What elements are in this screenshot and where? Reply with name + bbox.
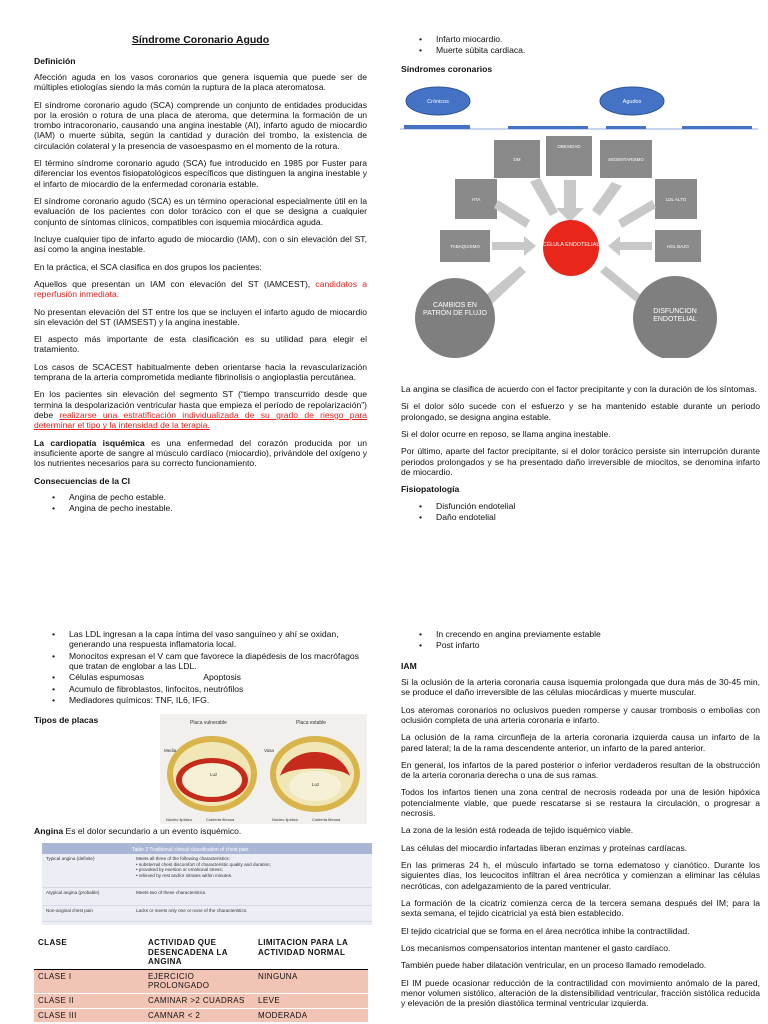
paragraph	[34, 389, 367, 430]
plaque-label: Luz	[210, 772, 218, 777]
paragraph: El IM puede ocasionar reducción de la contractilidad con movimiento anómalo de la pared, menor volumen sistólico, alteración de la distensibilidad ventricular, fracción sistólica reducida y elevación de la presión diastólica terminal ventricular izquierda.	[401, 977, 760, 1009]
text: En los pacientes sin elevación del segmento ST (“tiempo transcurrido desde que termina la despolarización ventricular hasta que empieza el período de repolarización”) debe	[34, 389, 367, 421]
angina-list	[401, 629, 760, 651]
table-cell: NINGUNA	[254, 969, 368, 993]
paragraph: Si el dolor sólo sucede con el esfuerzo y se ha mantenido estable durante un periodo prolongado, se designa angina estable.	[401, 401, 760, 422]
list-item: • Angina de pecho estable.	[34, 492, 367, 502]
text: Aquellos que presentan un IAM con elevación del ST (IAMCEST),	[34, 278, 316, 289]
table-cell: LEVE	[254, 993, 368, 1008]
table-cell: CAMNAR < 2	[144, 1008, 254, 1023]
box-label: LDL ALTO	[665, 197, 687, 202]
list-item: • Angina de pecho inestable.	[34, 503, 367, 513]
plaque-types-image	[160, 714, 367, 824]
heading-sindromes: Síndromes coronarios	[401, 63, 493, 74]
table-cell: Meets all three of the following characteristics: • substernal chest discomfort of characteristic quality and duration; • provoked by exertion or emotional stress; • relieved by rest and/or nitrates within minutes.	[136, 856, 271, 878]
table-row	[42, 888, 372, 906]
label-placa-estable: Placa estable	[296, 720, 327, 726]
list-item: • Monocitos expresan el V cam que favorece la diapédesis de los macrófagos que tratan de englobar a las LDL.	[34, 651, 367, 672]
paragraph: Los ateromas coronarios no oclusivos pueden romperse y causar trombosis o embolias con oclusión completa de una arteria coronaria e infarto.	[401, 704, 760, 725]
right-column-top	[401, 34, 760, 80]
table-row	[42, 906, 372, 922]
consecuencias-list	[34, 492, 367, 514]
list-item: • Post infarto	[401, 640, 760, 650]
list-item: • Mediadores químicos: TNF, IL6, IFG.	[34, 695, 367, 705]
table-cell: CAMINAR >2 CUADRAS	[144, 993, 254, 1008]
heading-definicion: Definición	[34, 55, 76, 66]
left-column-top	[34, 34, 367, 520]
disfuncion-label-wrap	[638, 308, 712, 338]
cambios-label-wrap	[422, 302, 488, 342]
chest-pain-table	[42, 843, 372, 925]
label-celula	[543, 241, 600, 248]
label-cronicos: Crónicos	[427, 99, 449, 105]
paragraph: Incluye cualquier tipo de infarto agudo de miocardio (IAM), con o sin elevación del ST, así como la angina inestable.	[34, 233, 367, 255]
paragraph: Todos los infartos tienen una zona central de necrosis rodeada por una de lesión hipóxica potencialmente viable, que puede rescatarse si se restaura la circulación, o progresar a necrosis.	[401, 787, 760, 819]
paragraph: En las primeras 24 h, el músculo infartado se torna edematoso y cianótico. Durante los siguientes días, los leucocitos infiltran el área necrótica y comienzan a eliminar las células necróticas, con adelgazamiento de la pared ventricular.	[401, 860, 760, 891]
plaque-illustration	[160, 714, 367, 824]
table-header: CLASE	[34, 936, 144, 969]
text: Es el dolor secundario a un evento isquémico.	[63, 826, 242, 836]
table-cell: Meets two of these characteristics.	[136, 890, 207, 895]
table-cell: CLASE III	[34, 1008, 144, 1023]
label-agudos: Agudos	[622, 99, 642, 105]
label-placa-vulnerable: Placa vulnerable	[190, 720, 227, 726]
highlight-text: realizarse una estratificación individualizada de su grado de riesgo para determinar el tipo y la intensidad de la terapia.	[34, 410, 367, 431]
page-title: Síndrome Coronario Agudo	[131, 34, 270, 46]
paragraph: Si el dolor ocurre en reposo, se llama angina inestable.	[401, 428, 611, 439]
outcomes-list	[401, 34, 760, 56]
table-cell: Atypical angina (probable)	[46, 890, 100, 895]
paragraph: El término síndrome coronario agudo (SCA) fue introducido en 1985 por Fuster para diferenciar los eventos fisiopatológicos específicos que distinguen la angina inestable y el infarto de miocardio de la enfermedad coronaria estable.	[34, 158, 367, 189]
heading-tipos-placas: Tipos de placas	[34, 715, 99, 726]
label-cambios: CAMBIOS EN PATRÓN DE FLUJO	[423, 302, 487, 318]
table-row	[42, 854, 372, 888]
endothelial-diagram	[400, 82, 758, 358]
list-item: • In crecendo en angina previamente estable	[401, 629, 760, 639]
table-cell: Non-anginal chest pain	[46, 908, 93, 913]
table-cell: Lacks or meets only one or none of the characteristics.	[136, 908, 248, 913]
center-label: CÉLULA ENDOTELIAL	[542, 242, 600, 248]
table-cell: MODERADA	[254, 1008, 368, 1023]
paragraph: La formación de la cicatriz comienza cerca de la tercera semana después del IM; para la sexta semana, el tejido cicatricial ya está bien establecido.	[401, 897, 760, 919]
table-header-row	[34, 936, 368, 969]
table-cell: CLASE II	[34, 993, 144, 1008]
paragraph: El síndrome coronario agudo (SCA) comprende un conjunto de entidades producidas por la erosión o rotura de una placa de ateroma, que determina la formación de un trombo intracoronario, causando una angina inestable (AI), infarto agudo de miocardio (IAM) o muerte súbita, según la cantidad y duración del trombo, la existencia de circulación colateral y la presencia de vasoespasmo en el momento de la rotura.	[34, 99, 367, 151]
paragraph: También puede haber dilatación ventricular, en un proceso llamado remodelado.	[401, 960, 707, 971]
label-disfuncion: DISFUNCIÓN ENDOTELIAL	[653, 308, 697, 324]
table-row	[34, 1008, 368, 1023]
highlight-text: candidatos a reperfusión inmediata.	[34, 278, 367, 300]
plaque-label: Cubierta fibrosa	[206, 817, 235, 822]
table-header: ACTIVIDAD QUE DESENCADENA LA ANGINA	[144, 936, 254, 969]
paragraph	[34, 438, 367, 469]
paragraph: Los casos de SCACEST habitualmente deben orientarse hacia la revascularización temprana de la arteria comprometida mediante fibrinolisis o angioplastia percutánea.	[34, 361, 367, 383]
list-item: • Muerte súbita cardiaca.	[401, 45, 760, 55]
right-column-middle	[401, 384, 760, 528]
paragraph: El aspecto más importante de esta clasificación es su utilidad para elegir el tratamiento.	[34, 334, 367, 355]
paragraph: Los mecanismos compensatorios intentan mantener el gasto cardíaco.	[401, 942, 671, 953]
angina-class-table	[34, 936, 368, 1023]
paragraph: No presentan elevación del ST entre los que se incluyen el infarto agudo de miocardio sin elevación del ST (IAMSEST) y la angina inestable.	[34, 306, 367, 327]
paragraph: En general, los infartos de la pared posterior o inferior verdaderos resultan de la obstrucción de la arteria coronaria derecha o una de sus ramas.	[401, 759, 760, 781]
bold-term: Angina	[34, 826, 64, 836]
plaque-label: Vasa	[264, 748, 274, 753]
text: es una enfermedad del corazón producida por un insuficiente aporte de sangre al músculo cardíaco (miocardio), privándole del oxígeno y los nutrientes necesarios para su correcto funcionamiento.	[34, 437, 367, 469]
paragraph: Por último, aparte del factor precipitante, si el dolor torácico persiste sin interrupción durante periodos prolongados y se ha presentado daño irreversible de miocitos, se denomina infarto de miocardio.	[401, 446, 760, 477]
paragraph: La oclusión de la rama circunfleja de la arteria coronaria izquierda causa un infarto de la pared lateral; la de la rama descendente anterior, un infarto de la pared anterior.	[401, 732, 760, 753]
table-row	[34, 969, 368, 993]
box-label: SEDENTARISMO	[608, 157, 644, 162]
paragraph: Afección aguda en los vasos coronarios que genera isquemia que puede ser de múltiples etiologías siendo la más común la ruptura de la placa ateromatosa.	[34, 71, 367, 93]
angina-definition	[34, 826, 367, 836]
list-item: • Daño endotelial	[401, 512, 760, 522]
box-label: OBESIDAD	[557, 144, 581, 149]
paragraph: Las células del miocardio infartadas liberan enzimas y proteínas cardíacas.	[401, 842, 688, 853]
paragraph: La zona de la lesión está rodeada de tejido isquémico viable.	[401, 825, 634, 836]
list-item: • Células espumosas Apoptosis	[34, 672, 367, 682]
fisio-list	[401, 501, 760, 523]
table-header: LIMITACION PARA LA ACTIVIDAD NORMAL	[254, 936, 368, 969]
paragraph: El síndrome coronario agudo (SCA) es un término operacional especialmente útil en la evaluación de los pacientes con dolor torácico con el que se designa a cualquier conjunto de síntomas clínicos, compatibles con isquemia miocárdica aguda.	[34, 196, 367, 227]
paragraph: Si la oclusión de la arteria coronaria causa isquemia prolongada que dura más de 30-45 min, se produce el daño irreversible de las células miocárdicas y muerte muscular.	[401, 676, 760, 698]
table-cell: Typical angina (definite)	[46, 856, 95, 861]
list-item: • Infarto miocardio.	[401, 34, 760, 44]
box-label: HDL BAJO	[667, 244, 689, 249]
heading-iam: IAM	[401, 660, 417, 671]
right-column-bottom	[401, 629, 760, 1015]
table-cell: EJERCICIO PROLONGADO	[144, 969, 254, 993]
plaque-label: Núcleo lipídico	[272, 817, 299, 822]
heading-fisiopatologia: Fisiopatología	[401, 484, 460, 495]
list-item: • Disfunción endotelial	[401, 501, 760, 511]
heading-consecuencias: Consecuencias de la CI	[34, 475, 130, 486]
ldl-list	[34, 629, 367, 705]
paragraph: El tejido cicatricial que se forma en el área necrótica inhibe la contractilidad.	[401, 925, 690, 936]
plaque-label: Núcleo lipídico	[166, 817, 193, 822]
table-caption: Table 2 Traditional clinical classification of chest pain	[42, 844, 372, 854]
list-item: • Las LDL ingresan a la capa íntima del vaso sanguíneo y ahí se oxidan, generando una respuesta inflamatoria local.	[34, 629, 367, 650]
box-label: HTA	[471, 197, 481, 202]
paragraph	[34, 279, 367, 300]
bold-term: La cardiopatía isquémica	[34, 437, 145, 448]
plaque-label: Cubierta fibrosa	[312, 817, 341, 822]
plaque-label: Media	[164, 748, 177, 753]
paragraph: En la práctica, el SCA clasifica en dos grupos los pacientes:	[34, 261, 262, 272]
box-label: DM	[513, 157, 521, 162]
box-label: TABAQUISMO	[450, 244, 480, 249]
table-cell: CLASE I	[34, 969, 144, 993]
plaque-label: Luz	[312, 782, 320, 787]
list-item: • Acumulo de fibroblastos, linfocitos, neutrófilos	[34, 684, 367, 694]
table-row	[34, 993, 368, 1008]
paragraph: La angina se clasifica de acuerdo con el factor precipitante y con la duración de los síntomas.	[401, 384, 757, 394]
